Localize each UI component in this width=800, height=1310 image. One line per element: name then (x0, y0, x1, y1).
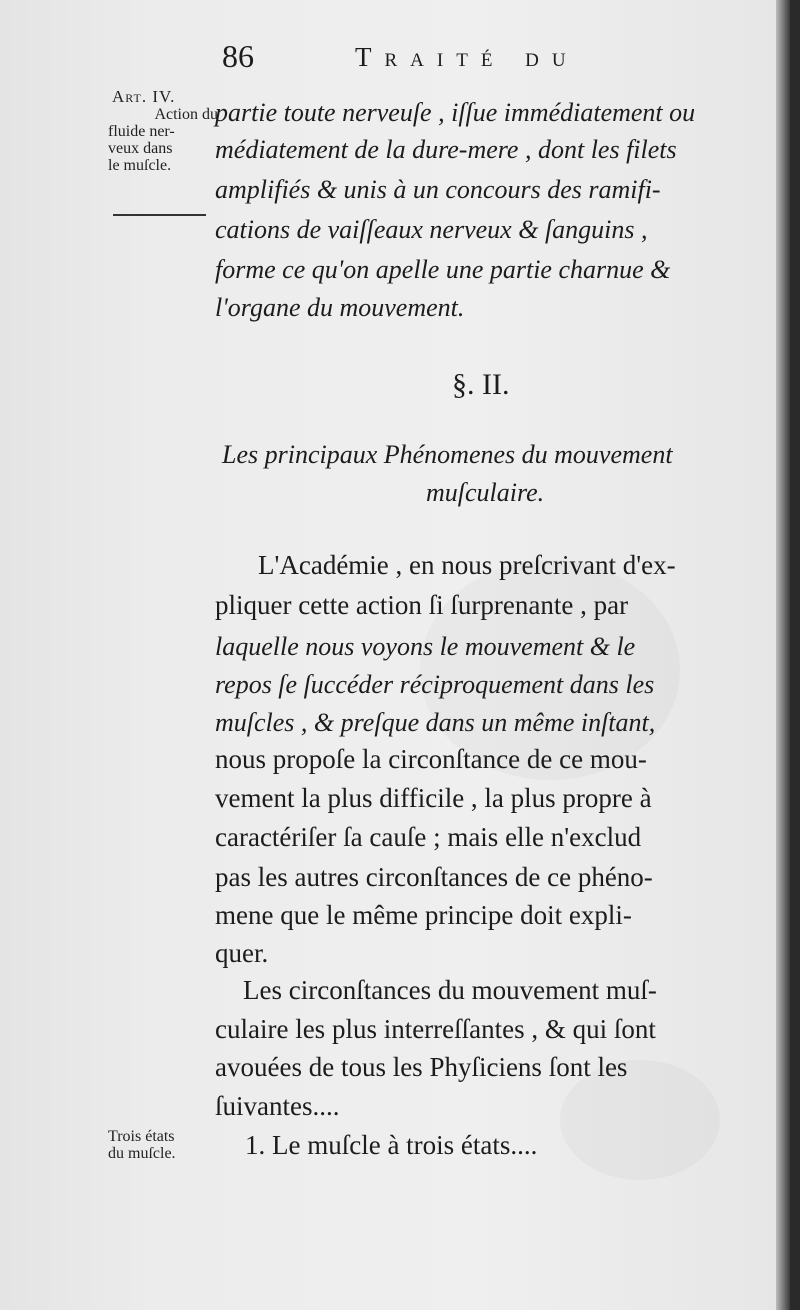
page-number: 86 (222, 38, 254, 74)
text-line: avouées de tous les Phyſiciens ſont les (215, 1052, 628, 1082)
margin-note-line: le muſcle. (108, 157, 172, 174)
margin-note-line: Action du (154, 106, 218, 123)
text-line: nous propoſe la circonſtance de ce mou- (215, 744, 647, 774)
text-line: pliquer cette action ſi ſurprenante , par (215, 590, 629, 620)
text-line: laquelle nous voyons le mouvement & le (215, 632, 636, 661)
text-line: quer. (215, 938, 269, 968)
margin-rule (113, 214, 206, 216)
section-title-line: muſculaire. (426, 478, 545, 507)
margin-note-action (108, 106, 218, 174)
section-heading: §. II. (452, 368, 510, 401)
page-header (0, 38, 790, 78)
text-line: mene que le même principe doit expli- (215, 900, 632, 930)
text-line: pas les autres circonſtances de ce phéno- (215, 862, 653, 892)
margin-note-states (108, 1128, 218, 1162)
text-line: partie toute nerveuſe , iſſue immédiatement ou (215, 98, 696, 127)
text-line: cations de vaiſſeaux nerveux & ſanguins , (215, 215, 648, 244)
margin-note-line: veux dans (108, 140, 173, 157)
running-title: Traité du (355, 42, 579, 72)
section-title-line: Les principaux Phénomenes du mouvement (222, 440, 673, 469)
book-spine-shadow (776, 0, 790, 1310)
margin-note-line: Trois états (108, 1128, 175, 1145)
text-line: ſuivantes.... (215, 1091, 340, 1121)
text-line: caractériſer ſa cauſe ; mais elle n'exclud (215, 822, 642, 852)
text-line: repos ſe ſuccéder réciproquement dans les (215, 670, 655, 699)
text-line: culaire les plus interreſſantes , & qui ſont (215, 1014, 656, 1044)
text-line: forme ce qu'on apelle une partie charnue & (215, 255, 671, 284)
text-line: vement la plus difficile , la plus propre à (215, 783, 652, 813)
text-line: médiatement de la dure-mere , dont les filets (215, 135, 677, 164)
text-line: muſcles , & preſque dans un même inſtant, (215, 708, 656, 737)
text-line: Les circonſtances du mouvement muſ- (243, 975, 657, 1005)
margin-note-line: du muſcle. (108, 1145, 176, 1162)
list-item: 1. Le muſcle à trois états.... (245, 1130, 538, 1160)
text-line: l'organe du mouvement. (215, 293, 465, 322)
text-line: amplifiés & unis à un concours des ramifi- (215, 175, 661, 204)
margin-note-line: fluide ner- (108, 123, 175, 140)
margin-article-label: Art. IV. (112, 87, 176, 106)
text-line: L'Académie , en nous preſcrivant d'ex- (258, 550, 676, 580)
